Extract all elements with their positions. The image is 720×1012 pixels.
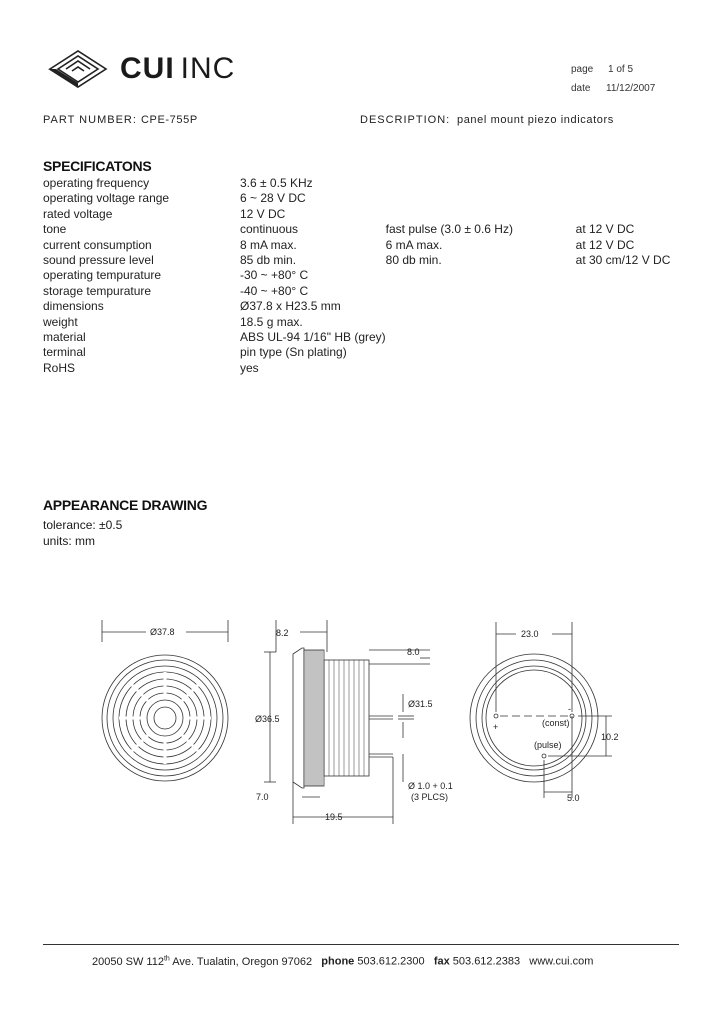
const-label: (const) (542, 718, 570, 728)
specifications-title: SPECIFICATONS (43, 158, 152, 174)
spec-cell: -30 ~ +80° C (240, 268, 309, 283)
phone-value: 503.612.2300 (357, 955, 425, 968)
date-label: date (571, 83, 591, 94)
side-view (264, 620, 430, 824)
address: 20050 SW 112th Ave. Tualatin, Oregon 97062 (92, 955, 313, 968)
dim-thread-diameter: Ø31.5 (408, 699, 433, 709)
spec-cell: at 12 V DC (575, 222, 635, 237)
spec-row (43, 176, 683, 191)
spec-row (43, 253, 683, 268)
spec-row (43, 330, 683, 345)
spec-cell: sound pressure level (43, 253, 154, 268)
spec-cell: rated voltage (43, 206, 113, 221)
spec-cell (386, 330, 576, 345)
specifications-table (43, 176, 683, 376)
dim-total-length: 19.5 (325, 812, 343, 822)
spec-cell: at 12 V DC (575, 237, 635, 252)
brand-name: CUI INC (120, 52, 236, 85)
cui-logo (46, 47, 110, 89)
spec-cell (576, 268, 683, 283)
description-label: DESCRIPTION: (360, 114, 451, 126)
spec-cell (576, 207, 683, 222)
spec-cell: fast pulse (3.0 ± 0.6 Hz) (385, 222, 513, 237)
front-view (102, 620, 228, 781)
spec-cell (386, 299, 576, 314)
spec-cell (386, 191, 576, 206)
footer-contact (92, 955, 593, 968)
spec-cell: RoHS (43, 360, 76, 375)
spec-cell: at 30 cm/12 V DC (575, 253, 671, 268)
spec-cell (576, 284, 683, 299)
spec-row (43, 268, 683, 283)
spec-cell: 18.5 g max. (240, 314, 303, 329)
spec-cell (576, 315, 683, 330)
spec-cell: operating frequency (43, 176, 150, 190)
spec-cell (386, 345, 576, 360)
spec-cell (576, 361, 683, 376)
spec-cell (386, 207, 576, 222)
spec-cell (576, 345, 683, 360)
minus-terminal-mark: - (568, 704, 571, 714)
spec-row (43, 191, 683, 206)
spec-row (43, 345, 683, 360)
spec-cell: 8 mA max. (240, 237, 297, 252)
spec-cell: 3.6 ± 0.5 KHz (240, 176, 313, 190)
spec-cell: 85 db min. (240, 253, 297, 268)
spec-cell: 6 ~ 28 V DC (240, 191, 306, 206)
spec-row (43, 238, 683, 253)
spec-cell (576, 299, 683, 314)
spec-cell (576, 191, 683, 206)
spec-cell: -40 ~ +80° C (240, 283, 309, 298)
spec-cell (386, 361, 576, 376)
spec-cell: pin type (Sn plating) (240, 345, 347, 360)
spec-cell (386, 315, 576, 330)
spec-cell: storage tempurature (43, 283, 152, 298)
spec-cell: 80 db min. (385, 253, 442, 268)
spec-cell: tone (43, 222, 67, 237)
spec-cell: continuous (240, 222, 299, 237)
spec-cell: dimensions (43, 299, 104, 314)
fax-label: fax (433, 955, 450, 968)
appearance-drawing (90, 612, 630, 827)
units-note: units: mm (43, 534, 96, 548)
spec-row (43, 207, 683, 222)
spec-cell: Ø37.8 x H23.5 mm (240, 299, 341, 314)
appearance-drawing-title: APPEARANCE DRAWING (43, 497, 208, 513)
tolerance-note: tolerance: ±0.5 (43, 518, 123, 532)
dim-rear-width: 23.0 (521, 629, 539, 639)
spec-cell: 12 V DC (240, 206, 286, 221)
plus-terminal-mark: + (493, 722, 499, 732)
spec-cell: operating voltage range (43, 191, 170, 206)
dim-pin-length: 7.0 (256, 792, 269, 802)
spec-row (43, 315, 683, 330)
pulse-label: (pulse) (534, 740, 562, 750)
dim-rear-height: 10.2 (601, 732, 619, 742)
page-label: page (571, 64, 594, 75)
dim-rear-offset: 5.0 (567, 793, 580, 803)
spec-cell: material (43, 330, 86, 345)
dim-front-diameter: Ø37.8 (150, 627, 175, 637)
phone-label: phone (321, 955, 355, 968)
website-link[interactable]: www.cui.com (529, 955, 594, 968)
footer-divider (43, 944, 679, 945)
spec-row (43, 299, 683, 314)
spec-cell: weight (43, 314, 78, 329)
spec-cell: yes (240, 360, 259, 375)
dim-side-diameter: Ø36.5 (255, 714, 280, 724)
spec-cell (386, 176, 576, 191)
spec-row (43, 284, 683, 299)
rear-view (470, 622, 612, 798)
spec-cell (576, 330, 683, 345)
date-value: 11/12/2007 (606, 83, 656, 94)
spec-row (43, 361, 683, 376)
spec-cell: terminal (43, 345, 86, 360)
spec-cell: 6 mA max. (385, 237, 443, 252)
spec-cell: operating tempurature (43, 268, 162, 283)
spec-row (43, 222, 683, 237)
dim-pin-count: (3 PLCS) (411, 792, 449, 802)
spec-cell (576, 176, 683, 191)
spec-cell: ABS UL-94 1/16" HB (grey) (240, 330, 386, 345)
dim-body-offset: 8.0 (407, 647, 420, 657)
page-number: 1 of 5 (608, 64, 634, 75)
dim-pin-diameter: Ø 1.0 + 0.1 (408, 781, 453, 791)
part-number-label: PART NUMBER: (43, 114, 137, 126)
dim-flange-thickness: 8.2 (276, 628, 289, 638)
description-value: panel mount piezo indicators (457, 114, 614, 126)
spec-cell (386, 268, 576, 283)
part-number-value: CPE-755P (141, 114, 198, 126)
spec-cell: current consumption (43, 237, 152, 252)
spec-cell (386, 284, 576, 299)
fax-value: 503.612.2383 (452, 955, 521, 968)
